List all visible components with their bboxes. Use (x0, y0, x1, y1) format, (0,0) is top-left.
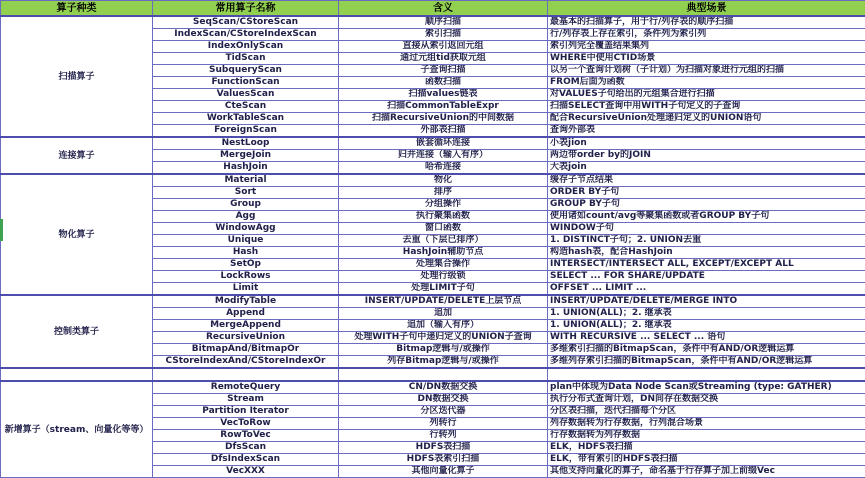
operator-name-cell: VecXXX (153, 466, 339, 478)
meaning-cell: 追加（输入有序） (339, 320, 548, 332)
operator-name-cell: ValuesScan (153, 89, 339, 101)
meaning-cell: 执行聚集函数 (339, 211, 548, 223)
scenario-cell: 最基本的扫描算子，用于行/列存表的顺序扫描 (548, 16, 865, 29)
table-row (1, 381, 865, 394)
meaning-cell: 分区迭代器 (339, 406, 548, 418)
meaning-cell: 物化 (339, 174, 548, 187)
operator-name-cell: DfsIndexScan (153, 454, 339, 466)
header-operator-name: 常用算子名称 (153, 1, 339, 17)
scenario-cell: 1. DISTINCT子句；2. UNION去重 (548, 235, 865, 247)
scenario-cell: ELK，带有索引的HDFS表扫描 (548, 454, 865, 466)
meaning-cell: 顺序扫描 (339, 16, 548, 29)
table-row (1, 174, 865, 187)
meaning-cell: INSERT/UPDATE/DELETE上层节点 (339, 295, 548, 308)
scenario-cell: WINDOW子句 (548, 223, 865, 235)
category-cell: 扫描算子 (1, 16, 153, 137)
scenario-cell: 多维索引扫描的BitmapScan，条件中有AND/OR逻辑运算 (548, 344, 865, 356)
meaning-cell: 归并连接（输入有序） (339, 150, 548, 162)
scenario-cell: plan中体现为Data Node Scan或Streaming (type: GATHER) (548, 381, 865, 394)
left-edge-artifact (0, 219, 3, 241)
meaning-cell: 处理行级锁 (339, 271, 548, 283)
scenario-cell: 索引列完全覆盖结果集列 (548, 41, 865, 53)
meaning-cell: 哈希连接 (339, 162, 548, 175)
header-typical-scenario: 典型场景 (548, 1, 865, 17)
table-body (1, 16, 865, 478)
operator-name-cell: DfsScan (153, 442, 339, 454)
meaning-cell: 列转行 (339, 418, 548, 430)
scenario-cell: 配合RecursiveUnion处理递归定义的UNION语句 (548, 113, 865, 125)
scenario-cell: 1. UNION(ALL)；2. 继承表 (548, 320, 865, 332)
scenario-cell: 执行分布式查询计划，DN间存在数据交换 (548, 394, 865, 406)
operator-name-cell: MergeAppend (153, 320, 339, 332)
header-row (1, 1, 865, 17)
scenario-cell: 行存数据转为列存数据 (548, 430, 865, 442)
operator-name-cell: RowToVec (153, 430, 339, 442)
operator-name-cell (153, 368, 339, 381)
meaning-cell: 通过元组tid获取元组 (339, 53, 548, 65)
operator-name-cell: CStoreIndexAnd/CStoreIndexOr (153, 356, 339, 369)
operator-name-cell: FunctionScan (153, 77, 339, 89)
meaning-cell: 直接从索引返回元组 (339, 41, 548, 53)
operator-name-cell: IndexScan/CStoreIndexScan (153, 29, 339, 41)
operator-name-cell: RemoteQuery (153, 381, 339, 394)
operator-name-cell: Hash (153, 247, 339, 259)
meaning-cell: HDFS表索引扫描 (339, 454, 548, 466)
scenario-cell: 缓存子节点结果 (548, 174, 865, 187)
scenario-cell: 以另一个查询计划树（子计划）为扫描对象进行元组的扫描 (548, 65, 865, 77)
operator-name-cell: WorkTableScan (153, 113, 339, 125)
scenario-cell: 小表jion (548, 137, 865, 150)
scenario-cell: GROUP BY子句 (548, 199, 865, 211)
operator-name-cell: BitmapAnd/BitmapOr (153, 344, 339, 356)
operator-name-cell: Material (153, 174, 339, 187)
table-row (1, 295, 865, 308)
spacer-row (1, 368, 865, 381)
table-row (1, 137, 865, 150)
scenario-cell: 大表join (548, 162, 865, 175)
meaning-cell: 索引扫描 (339, 29, 548, 41)
operator-name-cell: Agg (153, 211, 339, 223)
operator-name-cell: TidScan (153, 53, 339, 65)
operator-name-cell: Sort (153, 187, 339, 199)
operator-name-cell: WindowAgg (153, 223, 339, 235)
scenario-cell: 多维列存索引扫描的BitmapScan，条件中有AND/OR逻辑运算 (548, 356, 865, 369)
operator-name-cell: VecToRow (153, 418, 339, 430)
meaning-cell: Bitmap逻辑与/或操作 (339, 344, 548, 356)
category-cell: 物化算子 (1, 174, 153, 295)
category-cell: 连接算子 (1, 137, 153, 174)
operator-name-cell: NestLoop (153, 137, 339, 150)
scenario-cell (548, 368, 865, 381)
operator-name-cell: LockRows (153, 271, 339, 283)
operator-name-cell: CteScan (153, 101, 339, 113)
meaning-cell: 排序 (339, 187, 548, 199)
scenario-cell: INTERSECT/INTERSECT ALL, EXCEPT/EXCEPT ALL (548, 259, 865, 271)
meaning-cell: HDFS表扫描 (339, 442, 548, 454)
meaning-cell: 列存Bitmap逻辑与/或操作 (339, 356, 548, 369)
scenario-cell: FROM后面为函数 (548, 77, 865, 89)
scenario-cell: 对VALUES子句给出的元组集合进行扫描 (548, 89, 865, 101)
operator-name-cell: Limit (153, 283, 339, 296)
meaning-cell: 去重（下层已排序） (339, 235, 548, 247)
category-cell: 控制类算子 (1, 295, 153, 368)
operator-name-cell: MergeJoin (153, 150, 339, 162)
scenario-cell: WHERE中使用CTID场景 (548, 53, 865, 65)
operator-name-cell: Stream (153, 394, 339, 406)
category-cell: 新增算子（stream、向量化等等） (1, 381, 153, 478)
operator-name-cell: Group (153, 199, 339, 211)
meaning-cell: 追加 (339, 308, 548, 320)
scenario-cell: 构造hash表，配合HashJoin (548, 247, 865, 259)
scenario-cell: 查询外部表 (548, 125, 865, 138)
meaning-cell: 处理集合操作 (339, 259, 548, 271)
header-meaning: 含义 (339, 1, 548, 17)
operator-name-cell: RecursiveUnion (153, 332, 339, 344)
meaning-cell: 扫描CommonTableExpr (339, 101, 548, 113)
meaning-cell: 窗口函数 (339, 223, 548, 235)
operator-name-cell: SetOp (153, 259, 339, 271)
scenario-cell: INSERT/UPDATE/DELETE/MERGE INTO (548, 295, 865, 308)
operator-name-cell: Append (153, 308, 339, 320)
operator-name-cell: Unique (153, 235, 339, 247)
operator-name-cell: IndexOnlyScan (153, 41, 339, 53)
operator-name-cell: ForeignScan (153, 125, 339, 138)
scenario-cell: SELECT ... FOR SHARE/UPDATE (548, 271, 865, 283)
operator-name-cell: SeqScan/CStoreScan (153, 16, 339, 29)
scenario-cell: 1. UNION(ALL)；2. 继承表 (548, 308, 865, 320)
meaning-cell: DN数据交换 (339, 394, 548, 406)
operator-name-cell: SubqueryScan (153, 65, 339, 77)
scenario-cell: ELK，HDFS表扫描 (548, 442, 865, 454)
scenario-cell: OFFSET ... LIMIT ... (548, 283, 865, 296)
scenario-cell: 使用诸如count/avg等聚集函数或者GROUP BY子句 (548, 211, 865, 223)
scenario-cell: 行/列存表上存在索引，条件列为索引列 (548, 29, 865, 41)
meaning-cell: 扫描values链表 (339, 89, 548, 101)
meaning-cell: CN/DN数据交换 (339, 381, 548, 394)
meaning-cell: 处理WITH子句中递归定义的UNION子查询 (339, 332, 548, 344)
header-operator-category: 算子种类 (1, 1, 153, 17)
meaning-cell: 外部表扫描 (339, 125, 548, 138)
scenario-cell: 分区表扫描，迭代扫描每个分区 (548, 406, 865, 418)
meaning-cell: 子查询扫描 (339, 65, 548, 77)
meaning-cell: 扫描RecursiveUnion的中间数据 (339, 113, 548, 125)
operator-name-cell: Partition Iterator (153, 406, 339, 418)
table-row (1, 16, 865, 29)
category-cell (1, 368, 153, 381)
meaning-cell: 处理LIMIT子句 (339, 283, 548, 296)
meaning-cell (339, 368, 548, 381)
scenario-cell: 列存数据转为行存数据，行列混合场景 (548, 418, 865, 430)
operator-name-cell: ModifyTable (153, 295, 339, 308)
meaning-cell: 其他向量化算子 (339, 466, 548, 478)
scenario-cell: 两边带order by的JOIN (548, 150, 865, 162)
meaning-cell: 函数扫描 (339, 77, 548, 89)
scenario-cell: 其他支持向量化的算子，命名基于行存算子加上前缀Vec (548, 466, 865, 478)
table-header (1, 1, 865, 17)
operator-name-cell: HashJoin (153, 162, 339, 175)
scenario-cell: WITH RECURSIVE ... SELECT ... 语句 (548, 332, 865, 344)
scenario-cell: 扫描SELECT查询中用WITH子句定义的子查询 (548, 101, 865, 113)
meaning-cell: 行转列 (339, 430, 548, 442)
meaning-cell: 嵌套循环连接 (339, 137, 548, 150)
scenario-cell: ORDER BY子句 (548, 187, 865, 199)
meaning-cell: HashJoin辅助节点 (339, 247, 548, 259)
meaning-cell: 分组操作 (339, 199, 548, 211)
